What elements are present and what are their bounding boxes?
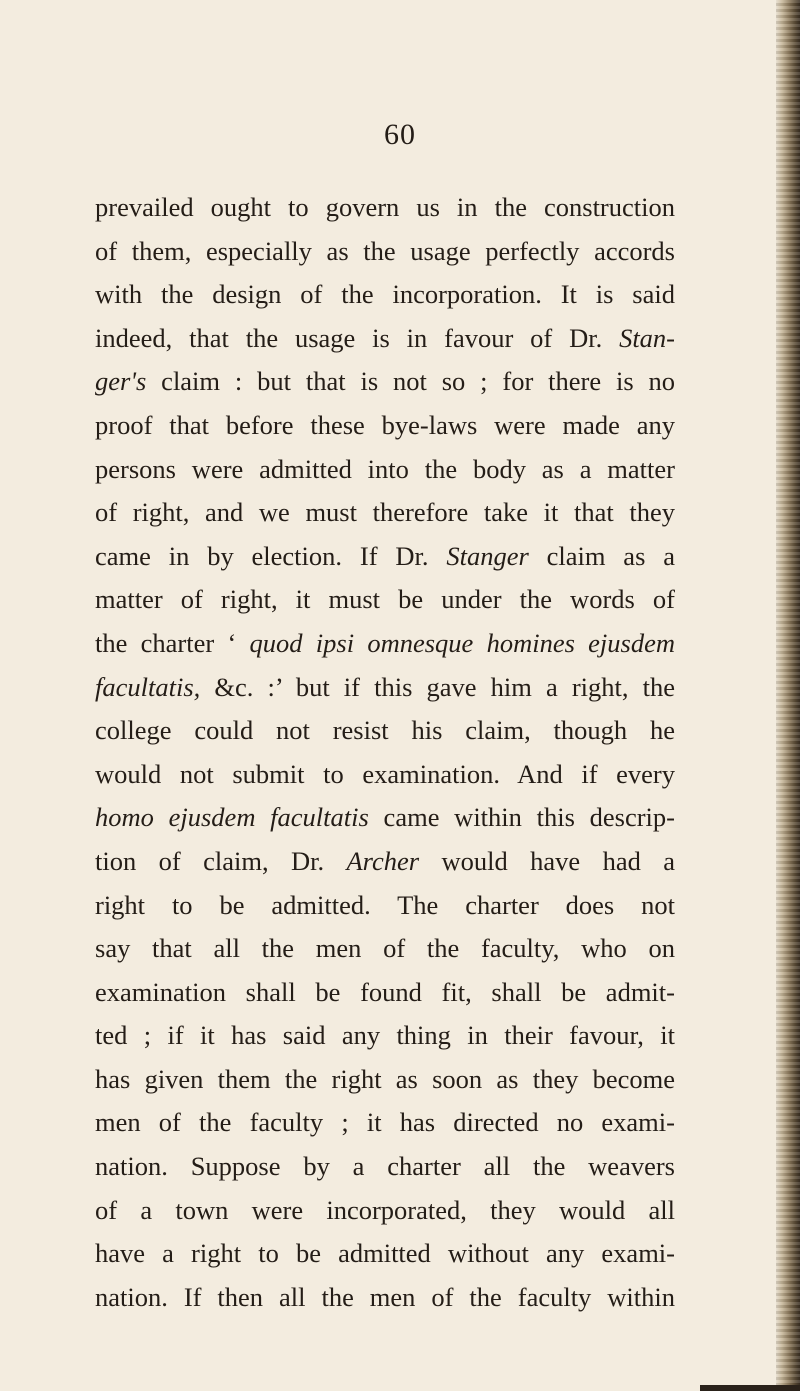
text-span: examination shall be found fit, shall be admit- — [95, 976, 675, 1007]
text-line — [95, 230, 675, 274]
text-span: persons were admitted into the body as a matter — [95, 453, 675, 484]
text-span: has given them the right as soon as they become — [95, 1063, 675, 1094]
italic-text: facultatis, — [95, 671, 201, 702]
italic-text: ger's — [95, 366, 147, 397]
text-line — [95, 578, 675, 622]
text-line — [95, 622, 675, 666]
text-span: would not submit to examination. And if every — [95, 758, 675, 789]
text-span: nation. Suppose by a charter all the weavers — [95, 1151, 675, 1182]
text-line — [95, 666, 675, 710]
text-line — [95, 796, 675, 840]
text-line — [95, 840, 675, 884]
text-span: came within this descrip- — [368, 802, 675, 833]
text-line — [95, 448, 675, 492]
text-line — [95, 709, 675, 753]
text-line — [95, 535, 675, 579]
text-span: matter of right, it must be under the words of — [95, 584, 675, 615]
text-span: came in by election. If Dr. — [95, 540, 447, 571]
body-text — [95, 186, 675, 1319]
text-span: claim as a — [528, 540, 675, 571]
text-line — [95, 491, 675, 535]
text-line — [95, 360, 675, 404]
text-span: proof that before these bye-laws were made any — [95, 409, 675, 440]
text-line — [95, 1145, 675, 1189]
text-span: with the design of the incorporation. It is said — [95, 279, 675, 310]
text-line — [95, 404, 675, 448]
italic-text: quod ipsi omnesque homines ejusdem — [249, 627, 675, 658]
text-line — [95, 273, 675, 317]
text-line — [95, 1101, 675, 1145]
text-span: men of the faculty ; it has directed no exami- — [95, 1107, 675, 1138]
text-span: would have had a — [419, 845, 675, 876]
italic-text: Stanger — [446, 540, 529, 571]
text-span: of a town were incorporated, they would all — [95, 1194, 675, 1225]
text-line — [95, 1189, 675, 1233]
text-line — [95, 971, 675, 1015]
text-line — [95, 1232, 675, 1276]
text-span: tion of claim, Dr. — [95, 845, 347, 876]
text-span: indeed, that the usage is in favour of Dr. — [95, 322, 620, 353]
text-line — [95, 1058, 675, 1102]
text-span: prevailed ought to govern us in the construction — [95, 192, 675, 222]
text-span: ted ; if it has said any thing in their favour, it — [95, 1020, 675, 1051]
book-page-edge — [776, 0, 800, 1391]
text-span: say that all the men of the faculty, who on — [95, 933, 675, 964]
text-span: the charter ‘ — [95, 627, 250, 658]
text-span: right to be admitted. The charter does not — [95, 889, 675, 920]
text-span: have a right to be admitted without any exami- — [95, 1238, 675, 1269]
italic-text: Archer — [346, 845, 420, 876]
text-span: &c. :’ but if this gave him a right, the — [200, 671, 675, 702]
text-line — [95, 1276, 675, 1320]
text-line — [95, 927, 675, 971]
text-line — [95, 753, 675, 797]
page-number: 60 — [384, 118, 416, 151]
text-span: claim : but that is not so ; for there is no — [146, 366, 675, 397]
text-span: college could not resist his claim, though he — [95, 715, 675, 746]
text-line — [95, 186, 675, 230]
text-line — [95, 884, 675, 928]
italic-text: Stan- — [619, 322, 675, 353]
page-shadow — [700, 1385, 800, 1391]
text-span: of them, especially as the usage perfectly accords — [95, 235, 675, 266]
text-span: nation. If then all the men of the faculty within — [95, 1281, 675, 1312]
text-span: of right, and we must therefore take it that they — [95, 497, 675, 528]
text-line — [95, 1014, 675, 1058]
text-line — [95, 317, 675, 361]
italic-text: homo ejusdem facultatis — [95, 802, 369, 833]
